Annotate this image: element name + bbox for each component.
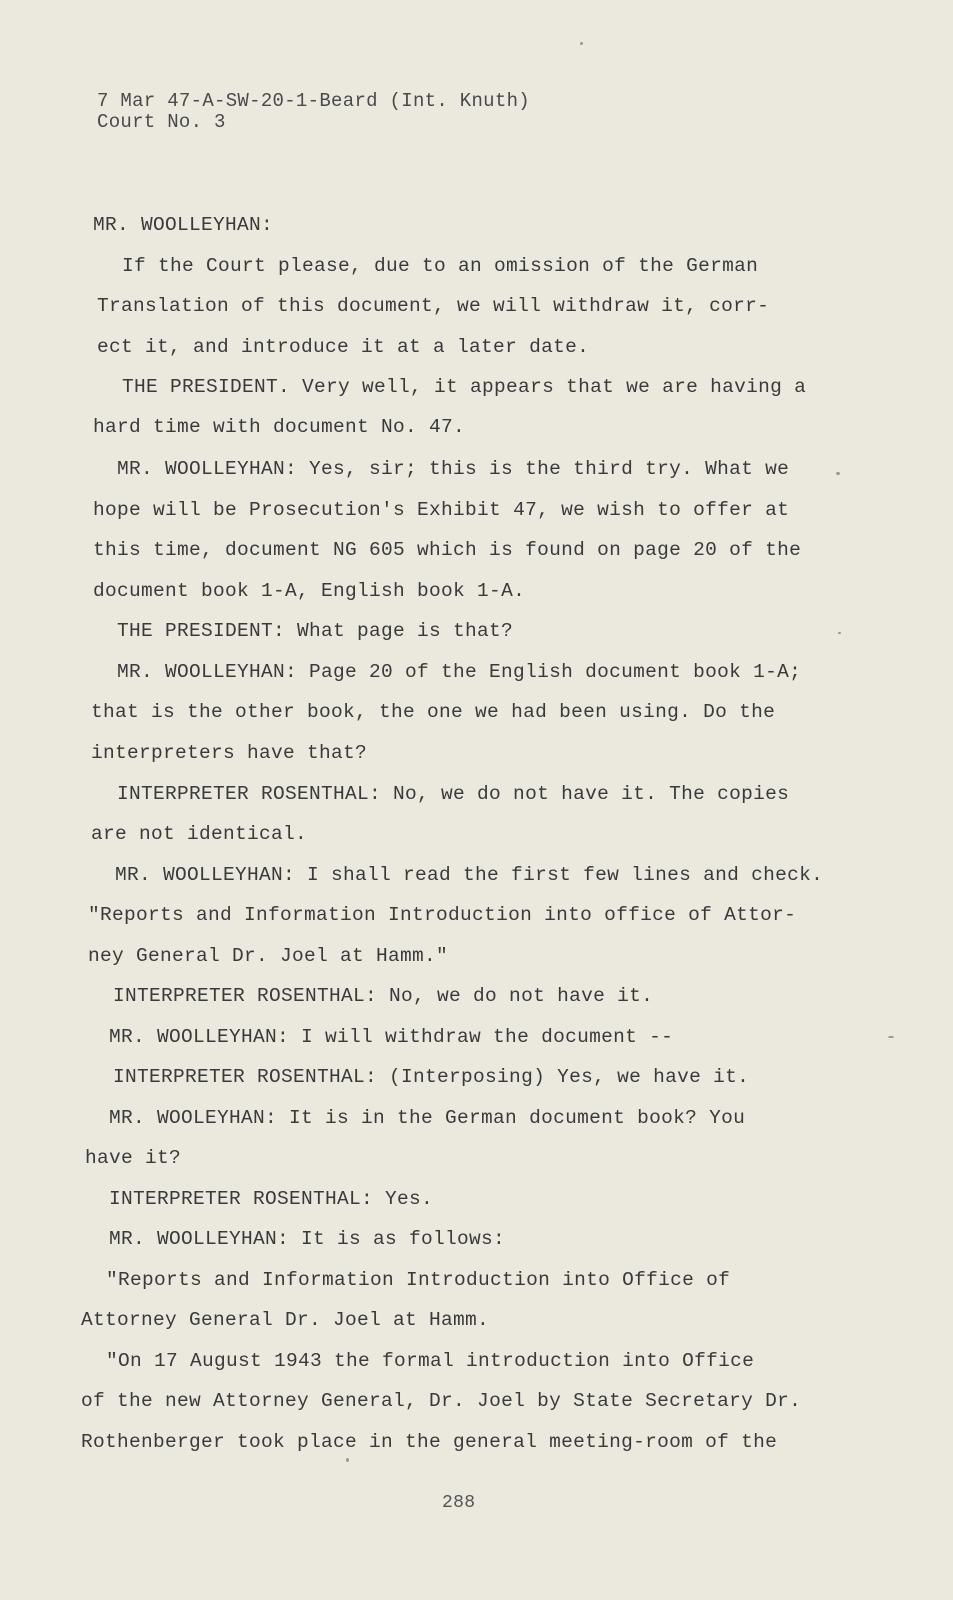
scan-speck — [838, 632, 841, 634]
body-line: are not identical. — [91, 823, 308, 845]
body-line: of the new Attorney General, Dr. Joel by State Secretary Dr. — [81, 1390, 802, 1412]
body-line: MR. WOOLLEYHAN: Page 20 of the English document book 1-A; — [117, 661, 802, 683]
body-line: MR. WOOLLEYHAN: — [93, 214, 274, 236]
body-line: INTERPRETER ROSENTHAL: No, we do not have it. — [113, 985, 654, 1007]
body-line: THE PRESIDENT. Very well, it appears that we are having a — [122, 376, 807, 398]
body-line: "Reports and Information Introduction into Office of — [106, 1269, 731, 1291]
body-line: MR. WOOLLEYHAN: I shall read the first few lines and check. — [115, 864, 824, 886]
body-line: "On 17 August 1943 the formal introduction into Office — [106, 1350, 755, 1372]
body-line: INTERPRETER ROSENTHAL: (Interposing) Yes, we have it. — [113, 1066, 750, 1088]
body-line: this time, document NG 605 which is found on page 20 of the — [93, 539, 802, 561]
body-line: hope will be Prosecution's Exhibit 47, we wish to offer at — [93, 499, 790, 521]
body-line: ney General Dr. Joel at Hamm." — [88, 945, 449, 967]
body-line: Attorney General Dr. Joel at Hamm. — [81, 1309, 490, 1331]
body-line: Rothenberger took place in the general meeting-room of the — [81, 1431, 778, 1453]
body-line: Translation of this document, we will withdraw it, corr- — [97, 295, 770, 317]
scan-speck — [346, 1458, 349, 1462]
scan-speck — [836, 472, 840, 475]
body-line: If the Court please, due to an omission of the German — [122, 255, 759, 277]
body-line: MR. WOOLLEYHAN: It is as follows: — [109, 1228, 506, 1250]
scan-speck — [888, 1036, 894, 1038]
body-line: INTERPRETER ROSENTHAL: Yes. — [109, 1188, 434, 1210]
scan-speck — [580, 42, 583, 45]
body-line: document book 1-A, English book 1-A. — [93, 580, 526, 602]
page-number: 288 — [442, 1493, 476, 1513]
header-line-1: 7 Mar 47-A-SW-20-1-Beard (Int. Knuth) — [97, 90, 530, 112]
body-line: THE PRESIDENT: What page is that? — [117, 620, 514, 642]
header-line-2: Court No. 3 — [97, 111, 226, 133]
body-line: MR. WOOLLEYHAN: Yes, sir; this is the third try. What we — [117, 458, 790, 480]
body-line: that is the other book, the one we had been using. Do the — [91, 701, 776, 723]
body-line: hard time with document No. 47. — [93, 416, 466, 438]
body-line: "Reports and Information Introduction into office of Attor- — [88, 904, 797, 926]
body-line: interpreters have that? — [91, 742, 368, 764]
body-line: have it? — [85, 1147, 182, 1169]
body-line: MR. WOOLLEYHAN: I will withdraw the document -- — [109, 1026, 674, 1048]
body-line: ect it, and introduce it at a later date. — [97, 336, 590, 358]
body-line: INTERPRETER ROSENTHAL: No, we do not have it. The copies — [117, 783, 790, 805]
body-line: MR. WOOLEYHAN: It is in the German document book? You — [109, 1107, 746, 1129]
